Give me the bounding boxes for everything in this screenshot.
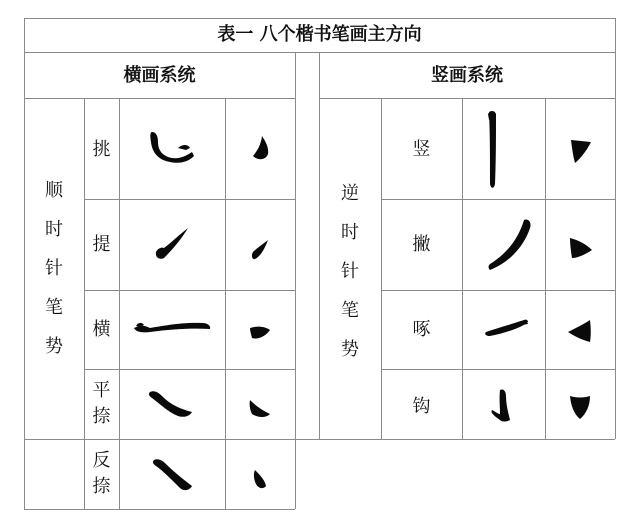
- left-section-heading: 横画系统: [123, 65, 196, 86]
- grid-line: [84, 199, 295, 200]
- grid-line: [381, 199, 615, 200]
- grid-line: [24, 509, 295, 510]
- grid-line: [84, 290, 295, 291]
- grid-line: [295, 52, 296, 509]
- stroke-name: 竖: [412, 139, 431, 160]
- grid-line: [24, 98, 295, 99]
- stroke-name: 钩: [412, 396, 431, 417]
- ti-stroke-icon: [154, 228, 190, 260]
- gou-stroke-icon: [488, 388, 518, 424]
- grid-line: [24, 18, 615, 19]
- zhuo-stroke-icon: [484, 318, 530, 340]
- gou-tip-icon: [570, 396, 590, 420]
- stroke-name: 提: [92, 234, 111, 255]
- pie-tip-icon: [570, 238, 592, 258]
- pingna-tip-icon: [248, 400, 270, 418]
- pingna-stroke-icon: [148, 390, 194, 418]
- grid-line: [295, 439, 615, 440]
- grid-line: [84, 369, 295, 370]
- grid-line: [319, 98, 615, 99]
- stroke-name: 挑: [92, 139, 111, 160]
- right-group-label: 逆 时 针 笔 势: [341, 183, 359, 360]
- stroke-name: 平 捺: [92, 380, 111, 427]
- grid-line: [119, 98, 120, 509]
- grid-line: [381, 290, 615, 291]
- grid-line: [381, 369, 615, 370]
- stroke-name: 啄: [412, 319, 431, 340]
- zhuo-tip-icon: [568, 320, 592, 342]
- right-section-heading: 竖画系统: [431, 65, 503, 86]
- pie-stroke-icon: [486, 218, 534, 272]
- grid-line: [462, 98, 463, 439]
- grid-line: [225, 98, 226, 509]
- stroke-name: 反 捺: [92, 450, 111, 497]
- shu-tip-icon: [571, 140, 591, 164]
- heng-stroke-icon: [132, 318, 212, 336]
- grid-line: [24, 439, 295, 440]
- left-group-label: 顺 时 针 笔 势: [45, 180, 63, 357]
- shu-stroke-icon: [486, 110, 500, 190]
- stroke-name: 横: [92, 319, 111, 340]
- grid-line: [545, 98, 546, 439]
- table-title: 表一 八个楷书笔画主方向: [217, 24, 422, 45]
- tiao-tip-icon: [252, 136, 270, 162]
- grid-line: [615, 18, 616, 439]
- fanna-tip-icon: [253, 470, 267, 490]
- tiao-stroke-icon: [148, 130, 198, 166]
- heng-tip-icon: [250, 326, 270, 340]
- stroke-name: 撇: [412, 234, 431, 255]
- ti-tip-icon: [251, 240, 269, 260]
- fanna-stroke-icon: [152, 458, 194, 492]
